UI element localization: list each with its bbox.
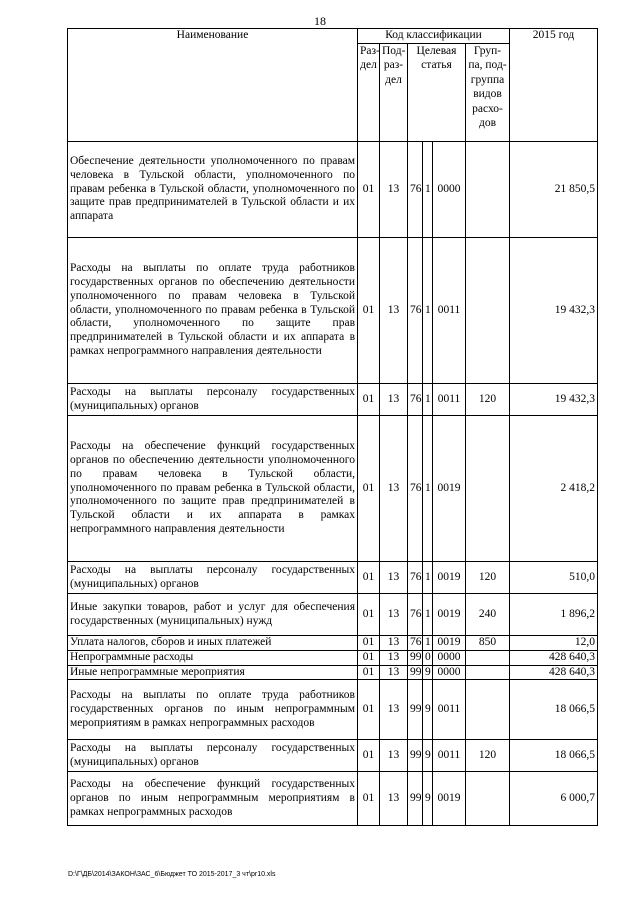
header-name: Наименование bbox=[68, 29, 358, 142]
row-expense-group bbox=[466, 772, 510, 826]
row-cs-sub: 9 bbox=[423, 665, 433, 680]
row-expense-group bbox=[466, 142, 510, 238]
row-razdel: 01 bbox=[358, 416, 380, 562]
row-cs-sub: 1 bbox=[423, 636, 433, 651]
header-podrazdel: Под-раз-дел bbox=[380, 44, 408, 142]
row-cs-program: 99 bbox=[408, 680, 423, 740]
row-amount: 6 000,7 bbox=[510, 772, 598, 826]
row-expense-group: 120 bbox=[466, 384, 510, 416]
row-name: Расходы на выплаты персоналу государственных (муниципальных) органов bbox=[68, 562, 358, 594]
row-podrazdel: 13 bbox=[380, 636, 408, 651]
row-cs-direction: 0000 bbox=[433, 650, 466, 665]
row-cs-direction: 0000 bbox=[433, 665, 466, 680]
row-cs-direction: 0011 bbox=[433, 680, 466, 740]
row-razdel: 01 bbox=[358, 772, 380, 826]
row-name: Обеспечение деятельности уполномоченного по правам человека в Тульской области, уполномоченного по правам ребенка в Тульской области, уполномоченного по защите прав предпринимателей в Тульской области и их аппарата bbox=[68, 142, 358, 238]
row-amount: 428 640,3 bbox=[510, 665, 598, 680]
row-podrazdel: 13 bbox=[380, 665, 408, 680]
row-amount: 19 432,3 bbox=[510, 238, 598, 384]
row-cs-program: 76 bbox=[408, 562, 423, 594]
row-name: Расходы на выплаты по оплате труда работников государственных органов по обеспечению деятельности уполномоченного по правам человека в Тульской области, уполномоченного по правам ребенка в Тульской области, уполномоченного по защите прав предпринимателей в Тульской области и их аппарата в рамках непрограммного направления деятельности bbox=[68, 238, 358, 384]
row-expense-group bbox=[466, 416, 510, 562]
table-body bbox=[68, 142, 598, 826]
table-row bbox=[68, 416, 598, 562]
header-year: 2015 год bbox=[510, 29, 598, 142]
row-cs-direction: 0019 bbox=[433, 636, 466, 651]
row-name: Иные непрограммные мероприятия bbox=[68, 665, 358, 680]
header-razdel: Раз-дел bbox=[358, 44, 380, 142]
row-cs-direction: 0011 bbox=[433, 238, 466, 384]
header-gruppa: Груп-па, под-группа видов расхо-дов bbox=[466, 44, 510, 142]
row-cs-program: 99 bbox=[408, 665, 423, 680]
row-razdel: 01 bbox=[358, 740, 380, 772]
row-podrazdel: 13 bbox=[380, 680, 408, 740]
table-row bbox=[68, 650, 598, 665]
row-razdel: 01 bbox=[358, 650, 380, 665]
table-row bbox=[68, 384, 598, 416]
row-name: Уплата налогов, сборов и иных платежей bbox=[68, 636, 358, 651]
row-name: Расходы на выплаты персоналу государственных (муниципальных) органов bbox=[68, 740, 358, 772]
row-podrazdel: 13 bbox=[380, 416, 408, 562]
row-amount: 18 066,5 bbox=[510, 680, 598, 740]
row-expense-group bbox=[466, 680, 510, 740]
row-podrazdel: 13 bbox=[380, 238, 408, 384]
row-amount: 428 640,3 bbox=[510, 650, 598, 665]
row-podrazdel: 13 bbox=[380, 650, 408, 665]
row-expense-group: 120 bbox=[466, 562, 510, 594]
row-cs-program: 76 bbox=[408, 384, 423, 416]
budget-table bbox=[67, 28, 598, 826]
row-cs-sub: 0 bbox=[423, 650, 433, 665]
row-cs-sub: 1 bbox=[423, 384, 433, 416]
row-cs-program: 76 bbox=[408, 636, 423, 651]
row-expense-group: 850 bbox=[466, 636, 510, 651]
file-path-footer: D:\Г\ДБ\2014\ЗАКОН\ЗАС_6\Бюджет ТО 2015-2017_3 чт\pr10.xls bbox=[68, 871, 276, 878]
row-cs-sub: 1 bbox=[423, 142, 433, 238]
row-podrazdel: 13 bbox=[380, 594, 408, 636]
row-razdel: 01 bbox=[358, 680, 380, 740]
row-cs-sub: 9 bbox=[423, 772, 433, 826]
row-razdel: 01 bbox=[358, 142, 380, 238]
row-podrazdel: 13 bbox=[380, 740, 408, 772]
row-expense-group bbox=[466, 665, 510, 680]
row-name: Расходы на выплаты персоналу государственных (муниципальных) органов bbox=[68, 384, 358, 416]
table-row bbox=[68, 238, 598, 384]
table-row bbox=[68, 740, 598, 772]
row-razdel: 01 bbox=[358, 636, 380, 651]
row-cs-direction: 0011 bbox=[433, 384, 466, 416]
table-row bbox=[68, 562, 598, 594]
row-amount: 12,0 bbox=[510, 636, 598, 651]
header-code: Код классификации bbox=[358, 29, 510, 44]
row-name: Расходы на обеспечение функций государственных органов по обеспечению деятельности уполномоченного по правам человека в Тульской области, уполномоченного по правам ребенка в Тульской области, уполномоченного по защите прав предпринимателей в Тульской области и их аппарата в рамках непрограммного направления деятельности bbox=[68, 416, 358, 562]
table-row bbox=[68, 594, 598, 636]
row-cs-direction: 0019 bbox=[433, 562, 466, 594]
table-row bbox=[68, 772, 598, 826]
row-cs-program: 76 bbox=[408, 594, 423, 636]
row-expense-group: 120 bbox=[466, 740, 510, 772]
header-celevaya: Целевая статья bbox=[408, 44, 466, 142]
table-row bbox=[68, 665, 598, 680]
row-cs-direction: 0019 bbox=[433, 416, 466, 562]
row-podrazdel: 13 bbox=[380, 384, 408, 416]
row-expense-group: 240 bbox=[466, 594, 510, 636]
row-amount: 19 432,3 bbox=[510, 384, 598, 416]
row-cs-direction: 0000 bbox=[433, 142, 466, 238]
row-expense-group bbox=[466, 238, 510, 384]
row-podrazdel: 13 bbox=[380, 142, 408, 238]
row-cs-direction: 0019 bbox=[433, 772, 466, 826]
row-cs-program: 76 bbox=[408, 142, 423, 238]
table-row bbox=[68, 680, 598, 740]
row-podrazdel: 13 bbox=[380, 772, 408, 826]
row-cs-sub: 1 bbox=[423, 238, 433, 384]
row-name: Расходы на выплаты по оплате труда работников государственных органов по иным непрограммным мероприятиям в рамках непрограммных расходов bbox=[68, 680, 358, 740]
row-podrazdel: 13 bbox=[380, 562, 408, 594]
row-expense-group bbox=[466, 650, 510, 665]
row-cs-sub: 1 bbox=[423, 562, 433, 594]
row-amount: 510,0 bbox=[510, 562, 598, 594]
row-name: Иные закупки товаров, работ и услуг для обеспечения государственных (муниципальных) нужд bbox=[68, 594, 358, 636]
row-razdel: 01 bbox=[358, 384, 380, 416]
row-name: Непрограммные расходы bbox=[68, 650, 358, 665]
row-razdel: 01 bbox=[358, 665, 380, 680]
row-cs-program: 76 bbox=[408, 238, 423, 384]
row-cs-direction: 0011 bbox=[433, 740, 466, 772]
row-razdel: 01 bbox=[358, 238, 380, 384]
row-amount: 18 066,5 bbox=[510, 740, 598, 772]
table-row bbox=[68, 636, 598, 651]
row-cs-program: 76 bbox=[408, 416, 423, 562]
row-razdel: 01 bbox=[358, 594, 380, 636]
row-cs-sub: 9 bbox=[423, 680, 433, 740]
page-number: 18 bbox=[314, 14, 326, 28]
row-amount: 2 418,2 bbox=[510, 416, 598, 562]
row-amount: 21 850,5 bbox=[510, 142, 598, 238]
row-amount: 1 896,2 bbox=[510, 594, 598, 636]
table-row bbox=[68, 142, 598, 238]
row-cs-sub: 1 bbox=[423, 594, 433, 636]
row-cs-sub: 1 bbox=[423, 416, 433, 562]
row-cs-program: 99 bbox=[408, 740, 423, 772]
row-razdel: 01 bbox=[358, 562, 380, 594]
row-cs-program: 99 bbox=[408, 650, 423, 665]
row-cs-sub: 9 bbox=[423, 740, 433, 772]
row-name: Расходы на обеспечение функций государственных органов по иным непрограммным мероприятиям в рамках непрограммных расходов bbox=[68, 772, 358, 826]
row-cs-program: 99 bbox=[408, 772, 423, 826]
row-cs-direction: 0019 bbox=[433, 594, 466, 636]
